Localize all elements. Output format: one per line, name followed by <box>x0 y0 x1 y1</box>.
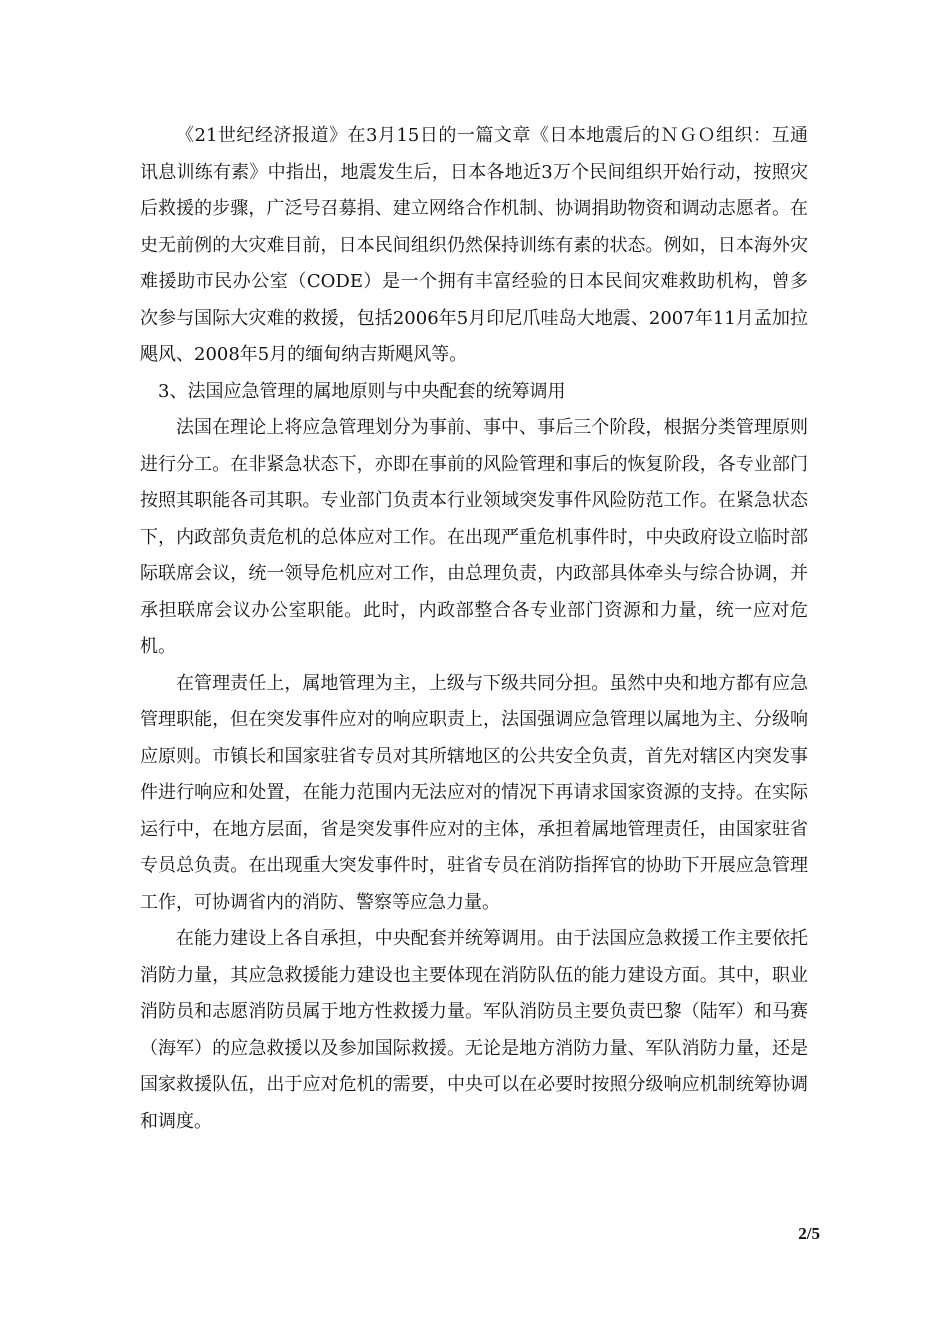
paragraph-local-responsibility: 在管理责任上，属地管理为主，上级与下级共同分担。虽然中央和地方都有应急管理职能，但在突发事件应对的响应职责上，法国强调应急管理以属地为主、分级响应原则。市镇长和国家驻省专员对其所辖地区的公共安全负责，首先对辖区内突发事件进行响应和处置，在能力范围内无法应对的情况下再请求国家资源的支持。在实际运行中，在地方层面，省是突发事件应对的主体，承担着属地管理责任，由国家驻省专员总负责。在出现重大突发事件时，驻省专员在消防指挥官的协助下开展应急管理工作，可协调省内的消防、警察等应急力量。 <box>140 672 808 913</box>
page-number: 2/5 <box>798 1224 820 1243</box>
paragraph-ngo-japan: 《21世纪经济报道》在3月15日的一篇文章《日本地震后的ＮＧＯ组织：互通讯息训练有素》中指出，地震发生后，日本各地近3万个民间组织开始行动，按照灾后救援的步骤，广泛号召募捐、建立网络合作机制、协调捐助物资和调动志愿者。在史无前例的大灾难目前，日本民间组织仍然保持训练有素的状态。例如，日本海外灾难援助市民办公室（CODE）是一个拥有丰富经验的日本民间灾难救助机构，曾多次参与国际大灾难的救援，包括2006年5月印尼爪哇岛大地震、2007年11月孟加拉飓风、2008年5月的缅甸纳吉斯飓风等。 <box>140 125 808 365</box>
paragraph-france-phases: 法国在理论上将应急管理划分为事前、事中、事后三个阶段，根据分类管理原则进行分工。在非紧急状态下，亦即在事前的风险管理和事后的恢复阶段，各专业部门按照其职能各司其职。专业部门负责本行业领域突发事件风险防范工作。在紧急状态下，内政部负责危机的总体应对工作。在出现严重危机事件时，中央政府设立临时部际联席会议，统一领导危机应对工作，由总理负责，内政部具体牵头与综合协调，并承担联席会议办公室职能。此时，内政部整合各专业部门资源和力量，统一应对危机。 <box>140 417 808 657</box>
document-body <box>140 118 808 1140</box>
paragraph-capacity-building: 在能力建设上各自承担，中央配套并统筹调用。由于法国应急救援工作主要依托消防力量，其应急救援能力建设也主要体现在消防队伍的能力建设方面。其中，职业消防员和志愿消防员属于地方性救援力量。军队消防员主要负责巴黎（陆军）和马赛（海军）的应急救援以及参加国际救援。无论是地方消防力量、军队消防力量，还是国家救援队伍，出于应对危机的需要，中央可以在必要时按照分级响应机制统筹协调和调度。 <box>140 928 808 1132</box>
section-heading-france: 3、法国应急管理的属地原则与中央配套的统筹调用 <box>158 380 566 402</box>
